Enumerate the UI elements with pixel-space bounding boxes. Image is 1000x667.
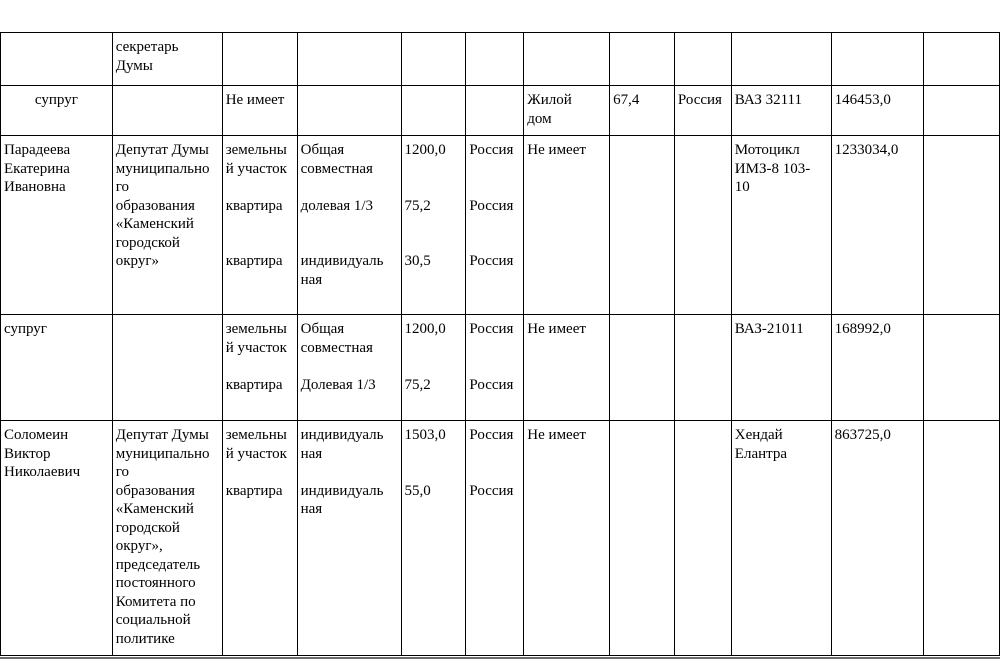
own-area-value: 30,5 — [404, 253, 431, 269]
position-cell — [112, 86, 222, 136]
own-type-line: й участок — [225, 160, 287, 177]
owner-name: Николаевич — [4, 464, 81, 480]
use-area-cell — [610, 136, 675, 315]
own-type-cell — [222, 421, 297, 656]
own-type-line: й участок — [225, 445, 287, 462]
own-type-line: земельны — [225, 321, 287, 337]
own-country-value: Россия — [469, 482, 514, 499]
income-cell — [831, 33, 924, 86]
use-type-cell — [524, 136, 610, 315]
own-country-value: Россия — [469, 321, 514, 337]
use-type-line: дом — [527, 110, 552, 127]
income-cell — [831, 315, 924, 421]
own-country-value: Россия — [469, 376, 514, 393]
use-area-value: 67,4 — [613, 92, 640, 108]
vehicle-line: ВАЗ 32111 — [734, 92, 802, 108]
owner-name: Ивановна — [4, 179, 66, 195]
position-line: муниципально — [115, 445, 210, 462]
owner-name: супруг — [4, 321, 47, 337]
extra-cell — [924, 421, 1000, 656]
position-line: постоянного — [115, 575, 196, 591]
use-area-cell — [610, 315, 675, 421]
income-cell — [831, 86, 924, 136]
vehicle-cell — [731, 136, 831, 315]
own-kind-cell — [297, 86, 401, 136]
use-country-cell — [674, 136, 731, 315]
own-country-value: Россия — [469, 427, 514, 443]
use-type-cell — [524, 315, 610, 421]
vehicle-line: Мотоцикл — [734, 142, 800, 158]
owner-cell — [1, 421, 113, 656]
own-area-cell — [401, 86, 466, 136]
own-kind-cell — [297, 421, 401, 656]
position-line: председатель — [115, 556, 201, 573]
owner-name: Екатерина — [4, 160, 70, 177]
vehicle-cell — [731, 33, 831, 86]
owner-name: супруг — [34, 92, 78, 108]
use-type-cell — [524, 86, 610, 136]
table-row — [1, 315, 1000, 421]
use-country-value: Россия — [677, 92, 722, 108]
vehicle-line: ВАЗ-21011 — [734, 321, 804, 337]
use-area-cell — [610, 421, 675, 656]
own-kind-line: ная — [300, 445, 323, 462]
position-line: образования — [115, 482, 195, 499]
own-type-line: Не имеет — [225, 92, 285, 108]
own-country-cell — [466, 315, 524, 421]
owner-cell — [1, 136, 113, 315]
own-type-cell — [222, 86, 297, 136]
vehicle-cell — [731, 86, 831, 136]
own-kind-line: Долевая 1/3 — [300, 376, 376, 393]
position-line: образования — [115, 197, 195, 214]
own-kind-cell — [297, 315, 401, 421]
owner-name: Парадеева — [4, 142, 71, 158]
position-cell — [112, 33, 222, 86]
own-area-value: 75,2 — [404, 376, 431, 393]
owner-name: Виктор — [4, 445, 51, 462]
own-country-cell — [466, 136, 524, 315]
vehicle-line: Елантра — [734, 445, 788, 462]
position-line: «Каменский — [115, 501, 194, 517]
own-type-cell — [222, 136, 297, 315]
own-kind-line: ная — [300, 271, 323, 288]
use-country-cell — [674, 33, 731, 86]
position-line: политике — [115, 630, 175, 647]
own-kind-line: индивидуаль — [300, 427, 384, 443]
use-country-cell — [674, 315, 731, 421]
own-kind-line: совместная — [300, 160, 373, 177]
use-type-line: Не имеет — [527, 142, 586, 158]
vehicle-cell — [731, 315, 831, 421]
income-cell — [831, 421, 924, 656]
position-line: городской — [115, 234, 180, 251]
own-type-line: квартира — [225, 376, 283, 393]
own-type-line: квартира — [225, 197, 283, 214]
position-line: «Каменский — [115, 216, 194, 232]
own-area-value: 1503,0 — [404, 427, 446, 443]
position-line: Комитета по — [115, 593, 196, 610]
use-area-cell — [610, 86, 675, 136]
use-type-line: Не имеет — [527, 427, 586, 443]
own-kind-cell — [297, 33, 401, 86]
use-type-line: Жилой — [527, 92, 572, 108]
extra-cell — [924, 315, 1000, 421]
own-country-value: Россия — [469, 197, 514, 214]
vehicle-line: ИМЗ-8 103- — [734, 160, 811, 177]
own-area-value: 1200,0 — [404, 321, 446, 337]
own-kind-line: Общая — [300, 142, 345, 158]
owner-cell — [1, 86, 113, 136]
income-value: 1233034,0 — [834, 142, 899, 158]
own-kind-line: совместная — [300, 339, 373, 356]
table-row — [1, 136, 1000, 315]
position-line: Депутат Думы — [115, 142, 209, 158]
own-country-value: Россия — [469, 142, 514, 158]
own-kind-line: Общая — [300, 321, 345, 337]
own-area-cell — [401, 315, 466, 421]
owner-cell — [1, 33, 113, 86]
own-area-value: 75,2 — [404, 197, 431, 214]
table-row — [1, 33, 1000, 86]
use-area-cell — [610, 33, 675, 86]
use-country-cell — [674, 421, 731, 656]
extra-cell — [924, 86, 1000, 136]
position-line: муниципально — [115, 160, 210, 177]
own-kind-line: индивидуаль — [300, 482, 384, 499]
table-row — [1, 421, 1000, 656]
owner-name: Соломеин — [4, 427, 69, 443]
own-country-cell — [466, 86, 524, 136]
position-line: городской — [115, 519, 180, 536]
declaration-table — [0, 32, 1000, 656]
own-country-cell — [466, 421, 524, 656]
own-type-cell — [222, 315, 297, 421]
income-value: 168992,0 — [834, 321, 891, 337]
extra-cell — [924, 136, 1000, 315]
use-type-cell — [524, 33, 610, 86]
own-area-cell — [401, 421, 466, 656]
own-area-cell — [401, 136, 466, 315]
extra-cell — [924, 33, 1000, 86]
own-area-value: 55,0 — [404, 482, 431, 499]
own-type-line: й участок — [225, 339, 287, 356]
vehicle-line: 10 — [734, 179, 750, 195]
position-cell — [112, 315, 222, 421]
own-type-line: земельны — [225, 427, 287, 443]
position-line: секретарь — [115, 39, 179, 55]
use-type-line: Не имеет — [527, 321, 586, 337]
position-cell — [112, 421, 222, 656]
vehicle-cell — [731, 421, 831, 656]
position-line: округ», — [115, 538, 163, 554]
own-area-value: 1200,0 — [404, 142, 446, 158]
position-line: го — [115, 179, 130, 195]
own-kind-line: ная — [300, 501, 323, 517]
position-line: го — [115, 464, 130, 480]
position-cell — [112, 136, 222, 315]
own-area-cell — [401, 33, 466, 86]
income-value: 146453,0 — [834, 92, 891, 108]
own-country-value: Россия — [469, 253, 514, 269]
table-row — [1, 86, 1000, 136]
own-kind-line: индивидуаль — [300, 253, 384, 269]
use-country-cell — [674, 86, 731, 136]
own-type-line: квартира — [225, 253, 283, 269]
income-value: 863725,0 — [834, 427, 891, 443]
position-line: округ» — [115, 253, 160, 269]
use-type-cell — [524, 421, 610, 656]
page-bottom-rule — [0, 657, 1000, 659]
income-cell — [831, 136, 924, 315]
position-line: социальной — [115, 612, 191, 628]
position-line: Думы — [115, 57, 153, 74]
own-type-line: квартира — [225, 482, 283, 499]
own-kind-line: долевая 1/3 — [300, 197, 374, 214]
position-line: Депутат Думы — [115, 427, 209, 443]
own-country-cell — [466, 33, 524, 86]
own-type-cell — [222, 33, 297, 86]
own-type-line: земельны — [225, 142, 287, 158]
own-kind-cell — [297, 136, 401, 315]
vehicle-line: Хендай — [734, 427, 783, 443]
owner-cell — [1, 315, 113, 421]
